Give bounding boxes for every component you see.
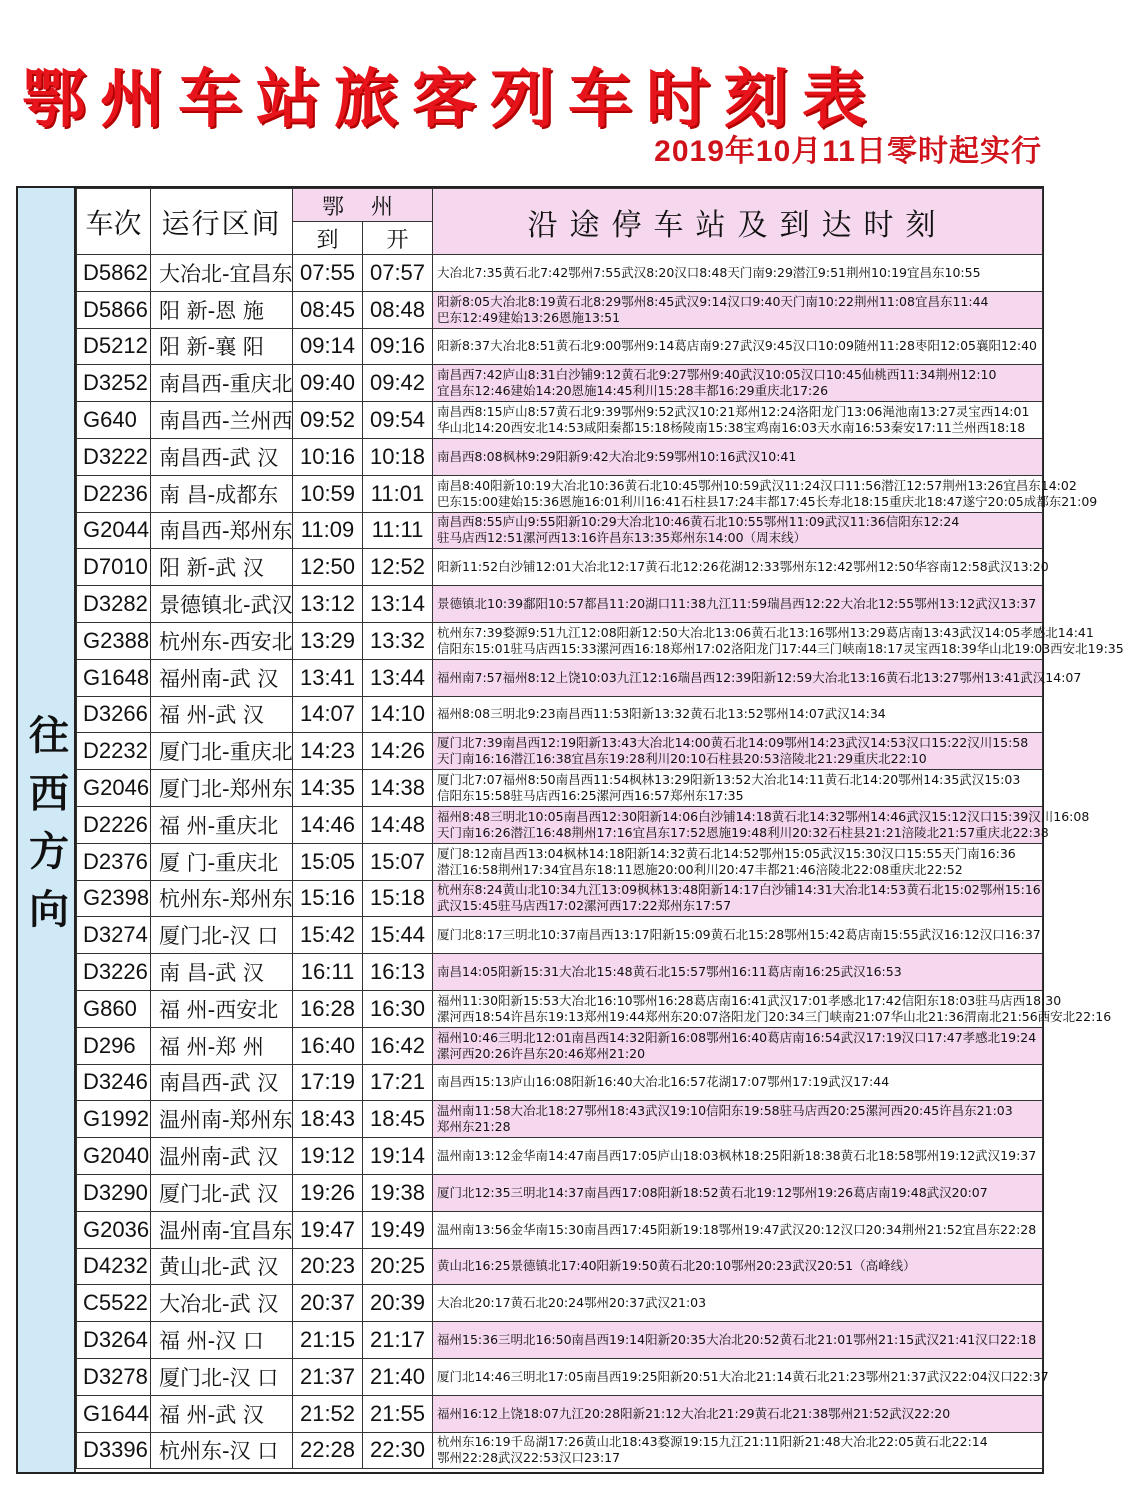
- stops-cell: [433, 622, 1124, 659]
- train-number: C5522: [77, 1285, 151, 1322]
- arrive-time: 11:09: [293, 512, 363, 549]
- table-row: [77, 1064, 1043, 1101]
- route-cell: 阳 新-襄 阳: [151, 328, 293, 365]
- stops-line-2: 巴东15:00建始15:36恩施16:01利川16:41石柱县17:24丰都17:45长寿北18:15重庆北18:47遂宁20:05成都东21:09: [437, 493, 1098, 509]
- arrive-time: 19:12: [293, 1138, 363, 1175]
- depart-time: 07:57: [363, 255, 433, 292]
- stops-cell: [433, 475, 1098, 512]
- arrive-time: 10:16: [293, 438, 363, 475]
- stops-cell: [433, 1138, 1043, 1175]
- stops-line-1: 厦门8:12南昌西13:04枫林14:18阳新14:32黄石北14:52鄂州15:05武汉15:30汉口15:55天门南16:36: [437, 845, 1016, 861]
- stops-cell: [433, 990, 1112, 1027]
- route-cell: 杭州东-汉 口: [151, 1432, 293, 1469]
- page-title: 鄂州车站旅客列车时刻表: [22, 63, 880, 137]
- table-row: [77, 1138, 1043, 1175]
- train-number: D3282: [77, 586, 151, 623]
- depart-time: 14:48: [363, 806, 433, 843]
- stops-cell: [433, 365, 1043, 402]
- train-number: G2398: [77, 880, 151, 917]
- effective-date: 2019年10月11日零时起实行: [654, 135, 1042, 168]
- route-cell: 温州南-武 汉: [151, 1138, 293, 1175]
- depart-time: 19:38: [363, 1174, 433, 1211]
- stops-cell: [433, 1285, 1043, 1322]
- stops-line-2: 潜江16:58荆州17:34宜昌东18:11恩施20:00利川20:47丰都21:46涪陵北22:08重庆北22:52: [437, 861, 963, 877]
- depart-time: 17:21: [363, 1064, 433, 1101]
- train-number: D2232: [77, 733, 151, 770]
- depart-time: 14:10: [363, 696, 433, 733]
- stops-cell: [433, 1027, 1043, 1064]
- header-stops: 沿途停车站及到达时刻: [433, 189, 1043, 255]
- timetable: [76, 188, 1124, 1469]
- arrive-time: 21:37: [293, 1358, 363, 1395]
- depart-time: 08:48: [363, 291, 433, 328]
- stops-line-2: 天门南16:26潜江16:48荆州17:16宜昌东17:52恩施19:48利川20:32石柱县21:21涪陵北21:57重庆北22:38: [437, 824, 1049, 840]
- stops-line-2: 鄂州22:28武汉22:53汉口23:17: [437, 1450, 621, 1466]
- stops-cell: [433, 1358, 1049, 1395]
- arrive-time: 18:43: [293, 1101, 363, 1138]
- train-number: D3274: [77, 917, 151, 954]
- stops-line-1: 南昌西8:08枫林9:29阳新9:42大冶北9:59鄂州10:16武汉10:41: [437, 448, 797, 464]
- train-number: G1648: [77, 659, 151, 696]
- stops-cell: [433, 880, 1043, 917]
- table-row: [77, 1322, 1043, 1359]
- table-row: [77, 586, 1043, 623]
- depart-time: 20:25: [363, 1248, 433, 1285]
- arrive-time: 21:15: [293, 1322, 363, 1359]
- stops-line-1: 南昌西7:42庐山8:31白沙铺9:12黄石北9:27鄂州9:40武汉10:05汉口10:45仙桃西11:34荆州12:10: [437, 367, 997, 383]
- stops-cell: [433, 1064, 1043, 1101]
- depart-time: 19:14: [363, 1138, 433, 1175]
- stops-line-2: 漯河西20:26许昌东20:46郑州21:20: [437, 1045, 646, 1061]
- stops-line-1: 杭州东7:39婺源9:51九江12:08阳新12:50大冶北13:06黄石北13:16鄂州13:29葛店南13:43武汉14:05孝感北14:41: [437, 624, 1094, 640]
- route-cell: 厦门北-重庆北: [151, 733, 293, 770]
- direction-text: 往西方向: [22, 714, 69, 946]
- train-number: D296: [77, 1027, 151, 1064]
- arrive-time: 19:26: [293, 1174, 363, 1211]
- stops-line-1: 福州11:30阳新15:53大冶北16:10鄂州16:28葛店南16:41武汉17:01孝感北17:42信阳东18:03驻马店西18:30: [437, 992, 1062, 1008]
- depart-time: 18:45: [363, 1101, 433, 1138]
- stops-cell: [433, 291, 1043, 328]
- stops-line-2: 漯河西18:54许昌东19:13郑州19:44郑州东20:07洛阳龙门20:34三门峡南21:07华山北21:36渭南北21:56西安北22:16: [437, 1008, 1112, 1024]
- table-row: [77, 365, 1043, 402]
- stops-cell: [433, 843, 1043, 880]
- route-cell: 南昌西-武 汉: [151, 1064, 293, 1101]
- table-row: [77, 1285, 1043, 1322]
- stops-line-1: 福州南7:57福州8:12上饶10:03九江12:16瑞昌西12:39阳新12:59大冶北13:16黄石北13:27鄂州13:41武汉14:07: [437, 669, 1082, 685]
- arrive-time: 15:05: [293, 843, 363, 880]
- depart-time: 16:30: [363, 990, 433, 1027]
- depart-time: 10:18: [363, 438, 433, 475]
- route-cell: 黄山北-武 汉: [151, 1248, 293, 1285]
- stops-cell: [433, 328, 1043, 365]
- stops-line-1: 大冶北20:17黄石北20:24鄂州20:37武汉21:03: [437, 1295, 707, 1311]
- depart-time: 21:17: [363, 1322, 433, 1359]
- stops-line-1: 厦门北12:35三明北14:37南昌西17:08阳新18:52黄石北19:12鄂州19:26葛店南19:48武汉20:07: [437, 1184, 988, 1200]
- table-row: [77, 806, 1043, 843]
- stops-cell: [433, 402, 1043, 439]
- arrive-time: 22:28: [293, 1432, 363, 1469]
- train-number: D3226: [77, 954, 151, 991]
- stops-line-1: 温州南13:56金华南15:30南昌西17:45阳新19:18鄂州19:47武汉20:12汉口20:34荆州21:52宜昌东22:28: [437, 1221, 1037, 1237]
- depart-time: 12:52: [363, 549, 433, 586]
- stops-cell: [433, 255, 1043, 292]
- arrive-time: 14:46: [293, 806, 363, 843]
- route-cell: 福 州-郑 州: [151, 1027, 293, 1064]
- stops-line-1: 南昌西15:13庐山16:08阳新16:40大冶北16:57花湖17:07鄂州17:19武汉17:44: [437, 1074, 890, 1090]
- depart-time: 13:32: [363, 622, 433, 659]
- stops-line-1: 福州8:08三明北9:23南昌西11:53阳新13:32黄石北13:52鄂州14:07武汉14:34: [437, 706, 886, 722]
- timetable-frame: [16, 186, 1124, 1474]
- depart-time: 11:11: [363, 512, 433, 549]
- arrive-time: 10:59: [293, 475, 363, 512]
- table-row: [77, 1101, 1043, 1138]
- arrive-time: 08:45: [293, 291, 363, 328]
- arrive-time: 15:42: [293, 917, 363, 954]
- stops-cell: [433, 586, 1043, 623]
- stops-line-1: 大冶北7:35黄石北7:42鄂州7:55武汉8:20汉口8:48天门南9:29潜江9:51荆州10:19宜昌东10:55: [437, 264, 981, 280]
- train-number: D3264: [77, 1322, 151, 1359]
- stops-line-2: 郑州东21:28: [437, 1119, 511, 1135]
- arrive-time: 21:52: [293, 1395, 363, 1432]
- route-cell: 杭州东-郑州东: [151, 880, 293, 917]
- table-row: [77, 1174, 1043, 1211]
- stops-cell: [433, 733, 1043, 770]
- table-row: [77, 1395, 1043, 1432]
- depart-time: 15:18: [363, 880, 433, 917]
- header-arrive: 到: [293, 222, 363, 255]
- route-cell: 厦门北-汉 口: [151, 917, 293, 954]
- route-cell: 温州南-宜昌东: [151, 1211, 293, 1248]
- route-cell: 大冶北-武 汉: [151, 1285, 293, 1322]
- stops-cell: [433, 438, 1043, 475]
- table-row: [77, 549, 1043, 586]
- arrive-time: 15:16: [293, 880, 363, 917]
- train-number: G1644: [77, 1395, 151, 1432]
- route-cell: 厦 门-重庆北: [151, 843, 293, 880]
- depart-time: 21:40: [363, 1358, 433, 1395]
- arrive-time: 17:19: [293, 1064, 363, 1101]
- stops-cell: [433, 1432, 1043, 1469]
- route-cell: 南 昌-成都东: [151, 475, 293, 512]
- arrive-time: 13:41: [293, 659, 363, 696]
- train-number: D2226: [77, 806, 151, 843]
- train-number: G2046: [77, 770, 151, 807]
- depart-time: 15:07: [363, 843, 433, 880]
- stops-cell: [433, 659, 1082, 696]
- stops-line-1: 南昌西8:15庐山8:57黄石北9:39鄂州9:52武汉10:21郑州12:24洛阳龙门13:06渑池南13:27灵宝西14:01: [437, 404, 1030, 420]
- train-number: D3278: [77, 1358, 151, 1395]
- train-number: D2236: [77, 475, 151, 512]
- table-row: [77, 696, 1043, 733]
- stops-line-1: 南昌14:05阳新15:31大冶北15:48黄石北15:57鄂州16:11葛店南16:25武汉16:53: [437, 964, 902, 980]
- stops-cell: [433, 696, 1043, 733]
- stops-line-2: 信阳东15:58驻马店西16:25漯河西16:57郑州东17:35: [437, 788, 744, 804]
- depart-time: 13:14: [363, 586, 433, 623]
- train-number: G2388: [77, 622, 151, 659]
- direction-label: [18, 188, 76, 1472]
- header-station: 鄂 州: [293, 189, 433, 222]
- route-cell: 南 昌-武 汉: [151, 954, 293, 991]
- route-cell: 南昌西-武 汉: [151, 438, 293, 475]
- train-number: D3246: [77, 1064, 151, 1101]
- route-cell: 福 州-汉 口: [151, 1322, 293, 1359]
- route-cell: 大冶北-宜昌东: [151, 255, 293, 292]
- route-cell: 厦门北-郑州东: [151, 770, 293, 807]
- table-row: [77, 622, 1043, 659]
- train-number: D3252: [77, 365, 151, 402]
- train-number: D3266: [77, 696, 151, 733]
- stops-line-1: 温州南11:58大冶北18:27鄂州18:43武汉19:10信阳东19:58驻马店西20:25漯河西20:45许昌东21:03: [437, 1103, 1013, 1119]
- train-number: G860: [77, 990, 151, 1027]
- depart-time: 21:55: [363, 1395, 433, 1432]
- train-number: D3222: [77, 438, 151, 475]
- train-number: G2036: [77, 1211, 151, 1248]
- depart-time: 19:49: [363, 1211, 433, 1248]
- table-row: [77, 402, 1043, 439]
- train-number: G1992: [77, 1101, 151, 1138]
- timetable-body: [77, 255, 1124, 1469]
- table-row: [77, 255, 1043, 292]
- route-cell: 景德镇北-武汉: [151, 586, 293, 623]
- stops-cell: [433, 1174, 1043, 1211]
- arrive-time: 13:12: [293, 586, 363, 623]
- train-number: D5862: [77, 255, 151, 292]
- route-cell: 福州南-武 汉: [151, 659, 293, 696]
- arrive-time: 16:40: [293, 1027, 363, 1064]
- route-cell: 南昌西-兰州西: [151, 402, 293, 439]
- stops-line-1: 杭州东16:19千岛湖17:26黄山北18:43婺源19:15九江21:11阳新21:48大冶北22:05黄石北22:14: [437, 1434, 988, 1450]
- train-number: G640: [77, 402, 151, 439]
- stops-line-1: 阳新11:52白沙铺12:01大冶北12:17黄石北12:26花湖12:33鄂州东12:42鄂州12:50华容南12:58武汉13:20: [437, 559, 1049, 575]
- stops-cell: [433, 1101, 1043, 1138]
- table-row: [77, 1432, 1043, 1469]
- stops-line-1: 福州15:36三明北16:50南昌西19:14阳新20:35大冶北20:52黄石北21:01鄂州21:15武汉21:41汉口22:18: [437, 1332, 1037, 1347]
- route-cell: 杭州东-西安北: [151, 622, 293, 659]
- depart-time: 13:44: [363, 659, 433, 696]
- stops-line-2: 武汉15:45驻马店西17:02漯河西17:22郑州东17:57: [437, 898, 732, 914]
- arrive-time: 14:35: [293, 770, 363, 807]
- table-row: [77, 1358, 1043, 1395]
- stops-line-1: 阳新8:05大冶北8:19黄石北8:29鄂州8:45武汉9:14汉口9:40天门南10:22荆州11:08宜昌东11:44: [437, 293, 989, 309]
- stops-line-1: 南昌8:40阳新10:19大冶北10:36黄石北10:45鄂州10:59武汉11:24汉口11:56潜江12:57荆州13:26宜昌东14:02: [437, 477, 1077, 493]
- stops-line-1: 景德镇北10:39鄱阳10:57都昌11:20湖口11:38九江11:59瑞昌西12:22大冶北12:55鄂州13:12武汉13:37: [437, 596, 1037, 612]
- train-number: D7010: [77, 549, 151, 586]
- stops-cell: [433, 512, 1043, 549]
- stops-line-1: 厦门北8:17三明北10:37南昌西13:17阳新15:09黄石北15:28鄂州15:42葛店南15:55武汉16:12汉口16:37: [437, 927, 1041, 943]
- route-cell: 阳 新-恩 施: [151, 291, 293, 328]
- train-number: D4232: [77, 1248, 151, 1285]
- arrive-time: 09:52: [293, 402, 363, 439]
- arrive-time: 19:47: [293, 1211, 363, 1248]
- stops-line-2: 巴东12:49建始13:26恩施13:51: [437, 309, 621, 325]
- arrive-time: 09:40: [293, 365, 363, 402]
- header-route: 运行区间: [151, 189, 293, 255]
- stops-line-1: 福州10:46三明北12:01南昌西14:32阳新16:08鄂州16:40葛店南16:54武汉17:19汉口17:47孝感北19:24: [437, 1029, 1037, 1045]
- depart-time: 09:16: [363, 328, 433, 365]
- depart-time: 09:42: [363, 365, 433, 402]
- stops-line-2: 驻马店西12:51漯河西13:16许昌东13:35郑州东14:00（周末线）: [437, 530, 807, 546]
- stops-line-1: 黄山北16:25景德镇北17:40阳新19:50黄石北20:10鄂州20:23武汉20:51（高峰线）: [437, 1258, 916, 1274]
- depart-time: 11:01: [363, 475, 433, 512]
- stops-cell: [433, 954, 1043, 991]
- route-cell: 南昌西-重庆北: [151, 365, 293, 402]
- table-row: [77, 733, 1043, 770]
- arrive-time: 16:11: [293, 954, 363, 991]
- route-cell: 福 州-重庆北: [151, 806, 293, 843]
- table-row: [77, 770, 1043, 807]
- stops-cell: [433, 917, 1043, 954]
- depart-time: 09:54: [363, 402, 433, 439]
- table-row: [77, 917, 1043, 954]
- stops-line-1: 厦门北14:46三明北17:05南昌西19:25阳新20:51大冶北21:14黄石北21:23鄂州21:37武汉22:04汉口22:37: [437, 1368, 1049, 1384]
- stops-line-2: 宜昌东12:46建始14:20恩施14:45利川15:28丰都16:29重庆北17:26: [437, 383, 829, 399]
- stops-line-1: 杭州东8:24黄山北10:34九江13:09枫林13:48阳新14:17白沙铺14:31大冶北14:53黄石北15:02鄂州15:16: [437, 882, 1041, 898]
- route-cell: 南昌西-郑州东: [151, 512, 293, 549]
- table-row: [77, 328, 1043, 365]
- depart-time: 22:30: [363, 1432, 433, 1469]
- arrive-time: 14:07: [293, 696, 363, 733]
- arrive-time: 14:23: [293, 733, 363, 770]
- depart-time: 20:39: [363, 1285, 433, 1322]
- train-number: D3396: [77, 1432, 151, 1469]
- stops-line-1: 南昌西8:55庐山9:55阳新10:29大冶北10:46黄石北10:55鄂州11:09武汉11:36信阳东12:24: [437, 514, 960, 530]
- stops-line-2: 天门南16:16潜江16:38宜昌东19:28利川20:10石柱县20:53涪陵北21:29重庆北22:10: [437, 751, 927, 767]
- stops-line-1: 温州南13:12金华南14:47南昌西17:05庐山18:03枫林18:25阳新18:38黄石北18:58鄂州19:12武汉19:37: [437, 1148, 1037, 1164]
- train-number: G2040: [77, 1138, 151, 1175]
- stops-cell: [433, 1248, 1043, 1285]
- route-cell: 福 州-武 汉: [151, 696, 293, 733]
- arrive-time: 09:14: [293, 328, 363, 365]
- table-row: [77, 843, 1043, 880]
- route-cell: 福 州-武 汉: [151, 1395, 293, 1432]
- stops-line-1: 厦门北7:07福州8:50南昌西11:54枫林13:29阳新13:52大冶北14:11黄石北14:20鄂州14:35武汉15:03: [437, 772, 1021, 788]
- arrive-time: 07:55: [293, 255, 363, 292]
- depart-time: 14:38: [363, 770, 433, 807]
- arrive-time: 16:28: [293, 990, 363, 1027]
- depart-time: 14:26: [363, 733, 433, 770]
- stops-cell: [433, 1395, 1043, 1432]
- stops-line-2: 华山北14:20西安北14:53咸阳秦都15:18杨陵南15:38宝鸡南16:03天水南16:53秦安17:11兰州西18:18: [437, 420, 1026, 436]
- stops-cell: [433, 1322, 1043, 1359]
- header-depart: 开: [363, 222, 433, 255]
- table-row: [77, 291, 1043, 328]
- train-number: D3290: [77, 1174, 151, 1211]
- stops-cell: [433, 549, 1049, 586]
- header-train: 车次: [77, 189, 151, 255]
- stops-cell: [433, 770, 1043, 807]
- train-number: G2044: [77, 512, 151, 549]
- train-number: D5212: [77, 328, 151, 365]
- table-row: [77, 475, 1043, 512]
- arrive-time: 20:23: [293, 1248, 363, 1285]
- depart-time: 16:13: [363, 954, 433, 991]
- route-cell: 福 州-西安北: [151, 990, 293, 1027]
- train-number: D2376: [77, 843, 151, 880]
- stops-line-1: 厦门北7:39南昌西12:19阳新13:43大冶北14:00黄石北14:09鄂州14:23武汉14:53汉口15:22汉川15:58: [437, 735, 1029, 751]
- arrive-time: 20:37: [293, 1285, 363, 1322]
- table-row: [77, 438, 1043, 475]
- stops-line-2: 信阳东15:01驻马店西15:33漯河西16:18郑州17:02洛阳龙门17:44三门峡南18:17灵宝西18:39华山北19:03西安北19:35: [437, 640, 1124, 656]
- table-row: [77, 659, 1043, 696]
- stops-cell: [433, 1211, 1043, 1248]
- depart-time: 15:44: [363, 917, 433, 954]
- table-row: [77, 1027, 1043, 1064]
- stops-line-1: 福州16:12上饶18:07九江20:28阳新21:12大冶北21:29黄石北21:38鄂州21:52武汉22:20: [437, 1405, 951, 1421]
- table-row: [77, 512, 1043, 549]
- stops-line-1: 福州8:48三明北10:05南昌西12:30阳新14:06白沙铺14:18黄石北14:32鄂州14:46武汉15:12汉口15:39汉川16:08: [437, 808, 1090, 824]
- train-number: D5866: [77, 291, 151, 328]
- arrive-time: 13:29: [293, 622, 363, 659]
- stops-cell: [433, 806, 1090, 843]
- depart-time: 16:42: [363, 1027, 433, 1064]
- table-row: [77, 1211, 1043, 1248]
- table-row: [77, 954, 1043, 991]
- stops-line-1: 阳新8:37大冶北8:51黄石北9:00鄂州9:14葛店南9:27武汉9:45汉口10:09随州11:28枣阳12:05襄阳12:40: [437, 338, 1038, 354]
- route-cell: 厦门北-武 汉: [151, 1174, 293, 1211]
- route-cell: 厦门北-汉 口: [151, 1358, 293, 1395]
- table-row: [77, 1248, 1043, 1285]
- arrive-time: 12:50: [293, 549, 363, 586]
- table-row: [77, 880, 1043, 917]
- route-cell: 温州南-郑州东: [151, 1101, 293, 1138]
- table-row: [77, 990, 1043, 1027]
- route-cell: 阳 新-武 汉: [151, 549, 293, 586]
